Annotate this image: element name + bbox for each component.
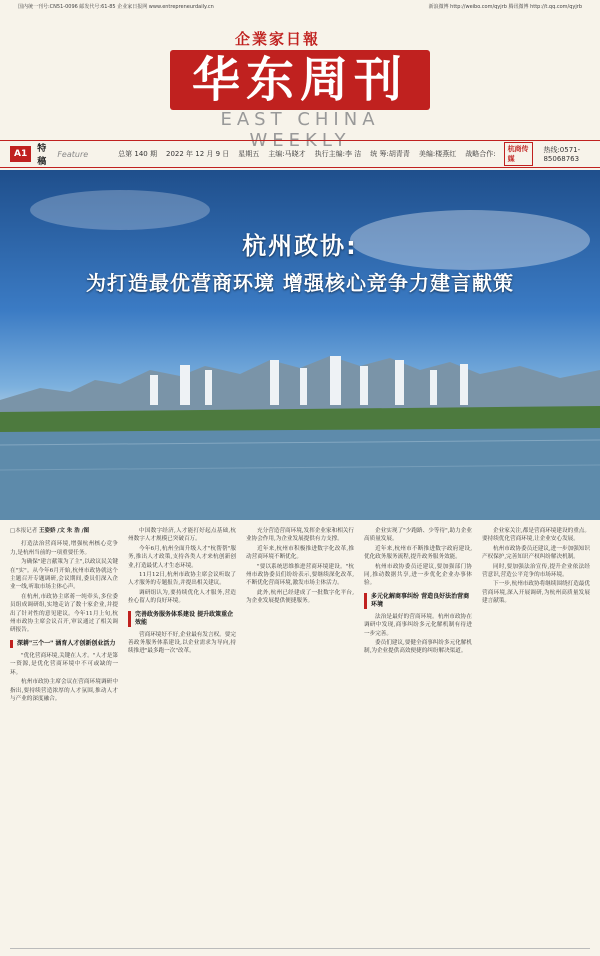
- paragraph: 11月12日,杭州市政协主席会议听取了人才服务的专题报告,并提出相关建议。: [128, 572, 236, 587]
- city-skyline-illustration: [0, 170, 600, 520]
- issue-number: 总第 140 期: [118, 150, 157, 158]
- paper-name: 企業家日報: [235, 30, 321, 48]
- paragraph: 下一步,杭州市政协将继续围绕打造最优营商环境,深入开展调研,为杭州高质量发展建言献策。: [482, 581, 590, 605]
- checkers: 统 筹:胡青青: [370, 150, 410, 158]
- top-info-right: 新浪微博 http://weibo.com/qyjrb 腾讯微博 http://t.qq.com/qyjrb: [428, 3, 582, 10]
- paragraph: 杭州市政协委员还建议,进一步加强知识产权保护,完善知识产权纠纷解决机制。: [482, 545, 590, 561]
- top-info-left: 国内统一刊号:CN51-0096 邮发代号:61-85 企业家日报网 www.entrepreneurdaily.cn: [18, 3, 214, 10]
- section-name-en: Feature: [57, 149, 89, 159]
- top-info-strip: [0, 0, 600, 12]
- article-headline: [0, 226, 600, 296]
- paragraph: 委员们建议,要健全商事纠纷多元化解机制,为企业提供高效便捷的纠纷解决渠道。: [364, 640, 472, 655]
- article-column-3: [246, 527, 354, 947]
- issue-date: 2022 年 12 月 9 日: [165, 150, 230, 158]
- paragraph: "要以系统思维推进营商环境建设。"杭州市政协委员们纷纷表示,要继续深化改革,不断优化营商环境,激发市场主体活力。: [246, 563, 354, 587]
- paragraph: 法治是最好的营商环境。杭州市政协在调研中发现,商事纠纷多元化解机制有待进一步完善。: [364, 613, 472, 637]
- article-column-1: [10, 527, 118, 947]
- page-number: A1: [10, 146, 31, 162]
- paragraph: 营商环境好不好,企业最有发言权。要完善政务服务体系建设,以企业需求为导向,持续推进"最多跑一次"改革。: [128, 631, 236, 655]
- paragraph: 今年6月,杭州全面升级人才"杭帮帮"服务,推出人才政策,支持各类人才来杭创新创业,打造最优人才生态环境。: [128, 545, 236, 569]
- article-column-2: [128, 527, 236, 947]
- article-body: [10, 527, 590, 947]
- article-column-5: [482, 527, 590, 947]
- designer: 美编:楼燕红: [418, 150, 457, 158]
- paragraph: 充分营造营商环境,发挥企业家和相关行业协会作用,为企业发展提供有力支撑。: [246, 528, 354, 543]
- paragraph: 打造法治营商环境,增强杭州核心竞争力,是杭州当前的一项重要任务。: [10, 541, 118, 556]
- paragraph: 中国数字经济,人才能打好起点基础,杭州数字人才规模已突破百万。: [128, 528, 236, 543]
- paragraph: "优化营商环境,关键在人才。"人才是第一资源,是优化营商环境中不可或缺的一环。: [10, 652, 118, 676]
- paragraph: 在杭州,市政协主席蒋一纯牵头,多位委员组成调研组,实地走访了数十家企业,并提出了针对性的意见建议。今年11月上旬,杭州市政协主席会议召开,审议通过了相关调研报告。: [10, 593, 118, 634]
- headline-line-2: 为打造最优营商环境 增强核心竞争力建言献策: [86, 271, 514, 295]
- english-title: EAST CHINA WEEKLY: [220, 109, 380, 151]
- paragraph: 近年来,杭州市不断推进数字政府建设,优化政务服务流程,提升政务服务效能。: [364, 545, 472, 561]
- paragraph: 杭州市政协委员还建议,要加强部门协同,推动数据共享,进一步优化企业办事体验。: [364, 563, 472, 587]
- byline: [10, 527, 118, 535]
- article-column-4: [364, 527, 472, 947]
- hotline: 热线:0571-85068763: [543, 146, 581, 163]
- masthead: [0, 12, 600, 151]
- subheading: 深耕"三个一" 涵育人才创新创业活力: [10, 640, 118, 648]
- partner-label: 战略合作:: [465, 150, 496, 158]
- subheading: 多元化解商事纠纷 营造良好法治营商环境: [364, 593, 472, 609]
- section-name: 特稿: [37, 144, 47, 167]
- hero-photo: [0, 170, 600, 520]
- main-title: 华东周刊: [191, 52, 408, 108]
- paragraph: 企业家关注,都是营商环境建设的重点。要持续优化营商环境,让企业安心发展。: [482, 528, 590, 543]
- paragraph: 同时,要加强法治宣传,提升企业依法经营意识,营造公平竞争的市场环境。: [482, 563, 590, 579]
- paragraph: 调研组认为,要持续优化人才服务,营造拴心留人的良好环境。: [128, 589, 236, 605]
- issue-info-bar: [0, 140, 600, 168]
- issue-weekday: 星期五: [238, 150, 260, 158]
- footer-rule: [10, 948, 590, 949]
- paragraph: 企业实现了"少跑路、少等待",助力企业高质量发展。: [364, 528, 472, 543]
- subheading: 完善政务服务体系建设 提升政策重企效能: [128, 611, 236, 627]
- paragraph: 为确保"建言献策为了主",以政议民关键在"实"。从今年6月开始,杭州市政协就这个主题召开专题调研,会议期间,委员们深入企业一线,听取市场主体心声。: [10, 559, 118, 591]
- issue-meta: [118, 149, 495, 159]
- paragraph: 此外,杭州已经建成了一批数字化平台,为企业发展提供便捷服务。: [246, 589, 354, 605]
- chief-editor: 主编:马晓才: [268, 150, 306, 158]
- partner-logo: 杭商传媒: [504, 142, 534, 166]
- exec-editor: 执行主编:李 洁: [314, 150, 362, 158]
- main-title-block: [170, 50, 430, 110]
- byline-label: □本报记者: [10, 528, 38, 534]
- paragraph: 近年来,杭州市积极推进数字化改革,推动营商环境不断优化。: [246, 545, 354, 561]
- paragraph: 杭州市政协主席会议在营商环境调研中指出,要持续营造浓厚的人才氛围,推动人才与产业的深度融合。: [10, 679, 118, 702]
- byline-names: 王姿娇 /文 朱 浩 /图: [38, 528, 90, 534]
- headline-line-1: 杭州政协:: [242, 232, 358, 260]
